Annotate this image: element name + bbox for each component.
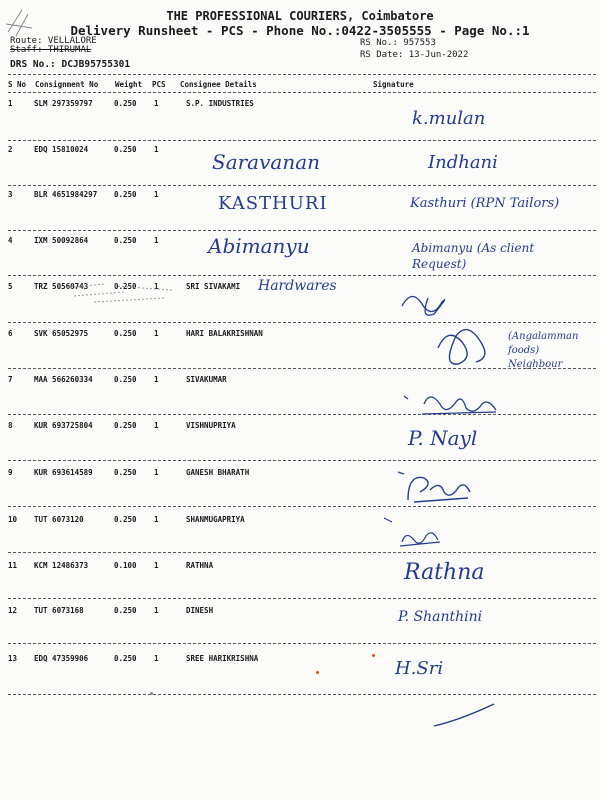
row-pcs: 1 bbox=[154, 421, 159, 430]
row-consignee: RATHNA bbox=[186, 561, 214, 570]
row-sno: 4 bbox=[8, 236, 13, 245]
row-consignment-no: EDQ 47359906 bbox=[34, 654, 89, 663]
col-header-sno: S No bbox=[8, 80, 27, 89]
row-signature: k.mulan bbox=[412, 108, 486, 129]
row-pcs: 1 bbox=[154, 236, 159, 245]
runsheet-subtitle: Delivery Runsheet - PCS - Phone No.:0422-3505555 - Page No.:1 bbox=[70, 23, 530, 38]
table-header-rule bbox=[8, 92, 596, 93]
row-consignment-no: KUR 693614589 bbox=[34, 468, 93, 477]
row-consignee: DINESH bbox=[186, 606, 214, 615]
row-divider bbox=[8, 230, 596, 231]
staff-label: Staff: THIRUMAL bbox=[10, 45, 92, 55]
stray-ink-dot bbox=[150, 692, 153, 695]
smudge-mark-icon bbox=[64, 278, 174, 308]
row-weight: 0.250 bbox=[114, 329, 137, 338]
row-sno: 9 bbox=[8, 468, 13, 477]
row-signature: P. Shanthini bbox=[398, 609, 483, 625]
row-consignment-no: MAA 566260334 bbox=[34, 375, 93, 384]
row-pcs: 1 bbox=[154, 329, 159, 338]
rs-date: RS Date: 13-Jun-2022 bbox=[360, 50, 469, 60]
row-weight: 0.250 bbox=[114, 190, 137, 199]
row-consignment-no: KCM 12486373 bbox=[34, 561, 89, 570]
row-weight: 0.250 bbox=[114, 654, 137, 663]
row-consignee: GANESH BHARATH bbox=[186, 468, 250, 477]
row-weight: 0.250 bbox=[114, 421, 137, 430]
row-consignment-no: TRZ 50560743 bbox=[34, 282, 89, 291]
row-handwritten-consignee: Abimanyu bbox=[208, 234, 310, 258]
row-weight: 0.250 bbox=[114, 145, 137, 154]
row-weight: 0.250 bbox=[114, 375, 137, 384]
row-weight: 0.250 bbox=[114, 99, 137, 108]
row-pcs: 1 bbox=[154, 654, 159, 663]
row-sno: 3 bbox=[8, 190, 13, 199]
row-signature: Kasthuri (RPN Tailors) bbox=[410, 196, 560, 211]
row-handwritten-consignee: Hardwares bbox=[258, 278, 337, 294]
signature-scribble-icon bbox=[380, 512, 450, 552]
row-sno: 5 bbox=[8, 282, 13, 291]
row-consignee: HARI BALAKRISHNAN bbox=[186, 329, 263, 338]
row-signature: Indhani bbox=[428, 152, 498, 173]
col-header-consignee: Consignee Details bbox=[180, 80, 257, 89]
signature-scribble-icon bbox=[400, 386, 504, 422]
row-consignment-no: SLM 297359797 bbox=[34, 99, 93, 108]
row-sno: 6 bbox=[8, 329, 13, 338]
row-divider bbox=[8, 694, 596, 695]
row-signature: (Angalamman foods) Neighbour bbox=[508, 331, 579, 370]
row-signature: P. Nayl bbox=[408, 426, 478, 450]
row-sno: 7 bbox=[8, 375, 13, 384]
stray-ink-dot bbox=[316, 671, 319, 674]
row-divider bbox=[8, 552, 596, 553]
row-consignment-no: EDQ 15810024 bbox=[34, 145, 89, 154]
row-divider bbox=[8, 598, 596, 599]
row-divider bbox=[8, 643, 596, 644]
row-signature: H.Sri bbox=[395, 658, 444, 679]
row-pcs: 1 bbox=[154, 99, 159, 108]
signature-scribble-icon bbox=[394, 466, 478, 506]
signature-scribble-icon bbox=[430, 318, 510, 372]
row-pcs: 1 bbox=[154, 468, 159, 477]
row-sno: 1 bbox=[8, 99, 13, 108]
row-divider bbox=[8, 460, 596, 461]
row-consignment-no: TUT 6073168 bbox=[34, 606, 84, 615]
row-consignment-no: SVK 65052975 bbox=[34, 329, 89, 338]
row-sno: 12 bbox=[8, 606, 18, 615]
row-sno: 2 bbox=[8, 145, 13, 154]
row-weight: 0.250 bbox=[114, 515, 137, 524]
row-pcs: 1 bbox=[154, 375, 159, 384]
table-top-rule bbox=[8, 74, 596, 75]
scan-mark-icon bbox=[2, 2, 52, 42]
row-consignment-no: KUR 693725804 bbox=[34, 421, 93, 430]
row-sno: 8 bbox=[8, 421, 13, 430]
route-label: Route: VELLALORE bbox=[10, 36, 97, 46]
row-weight: 0.250 bbox=[114, 282, 137, 291]
row-pcs: 1 bbox=[154, 190, 159, 199]
row-consignee: SRI SIVAKAMI bbox=[186, 282, 241, 291]
row-pcs: 1 bbox=[154, 515, 159, 524]
row-sno: 10 bbox=[8, 515, 18, 524]
row-handwritten-consignee: Saravanan bbox=[212, 150, 321, 174]
row-weight: 0.250 bbox=[114, 606, 137, 615]
row-weight: 0.100 bbox=[114, 561, 137, 570]
col-header-pcs: PCS bbox=[152, 80, 166, 89]
row-pcs: 1 bbox=[154, 606, 159, 615]
col-header-signature: Signature bbox=[373, 80, 414, 89]
row-pcs: 1 bbox=[154, 145, 159, 154]
row-consignee: SIVAKUMAR bbox=[186, 375, 227, 384]
stray-ink-dot bbox=[372, 654, 375, 657]
row-divider bbox=[8, 368, 596, 369]
col-header-weight: Weight bbox=[115, 80, 143, 89]
row-sno: 11 bbox=[8, 561, 18, 570]
row-consignee: SREE HARIKRISHNA bbox=[186, 654, 259, 663]
runsheet-title: THE PROFESSIONAL COURIERS, Coimbatore bbox=[166, 9, 434, 23]
row-signature: Rathna bbox=[404, 560, 485, 585]
row-consignee: VISHNUPRIYA bbox=[186, 421, 236, 430]
row-signature: Abimanyu (As client Request) bbox=[412, 241, 535, 271]
pen-stroke-mark-icon bbox=[430, 700, 500, 730]
row-consignment-no: IXM 50092864 bbox=[34, 236, 89, 245]
row-weight: 0.250 bbox=[114, 236, 137, 245]
col-header-consignment: Consignment No bbox=[35, 80, 99, 89]
row-divider bbox=[8, 275, 596, 276]
row-pcs: 1 bbox=[154, 282, 159, 291]
row-divider bbox=[8, 506, 596, 507]
drs-number: DRS No.: DCJB95755301 bbox=[10, 59, 131, 70]
row-consignee: SHANMUGAPRIYA bbox=[186, 515, 245, 524]
row-consignee: S.P. INDUSTRIES bbox=[186, 99, 254, 108]
rs-number: RS No.: 957553 bbox=[360, 38, 436, 48]
row-consignment-no: BLR 4651984297 bbox=[34, 190, 98, 199]
row-pcs: 1 bbox=[154, 561, 159, 570]
row-divider bbox=[8, 414, 596, 415]
row-weight: 0.250 bbox=[114, 468, 137, 477]
row-divider bbox=[8, 140, 596, 141]
row-handwritten-consignee: KASTHURI bbox=[218, 193, 328, 214]
row-divider bbox=[8, 185, 596, 186]
row-consignment-no: TUT 6073120 bbox=[34, 515, 84, 524]
row-sno: 13 bbox=[8, 654, 18, 663]
